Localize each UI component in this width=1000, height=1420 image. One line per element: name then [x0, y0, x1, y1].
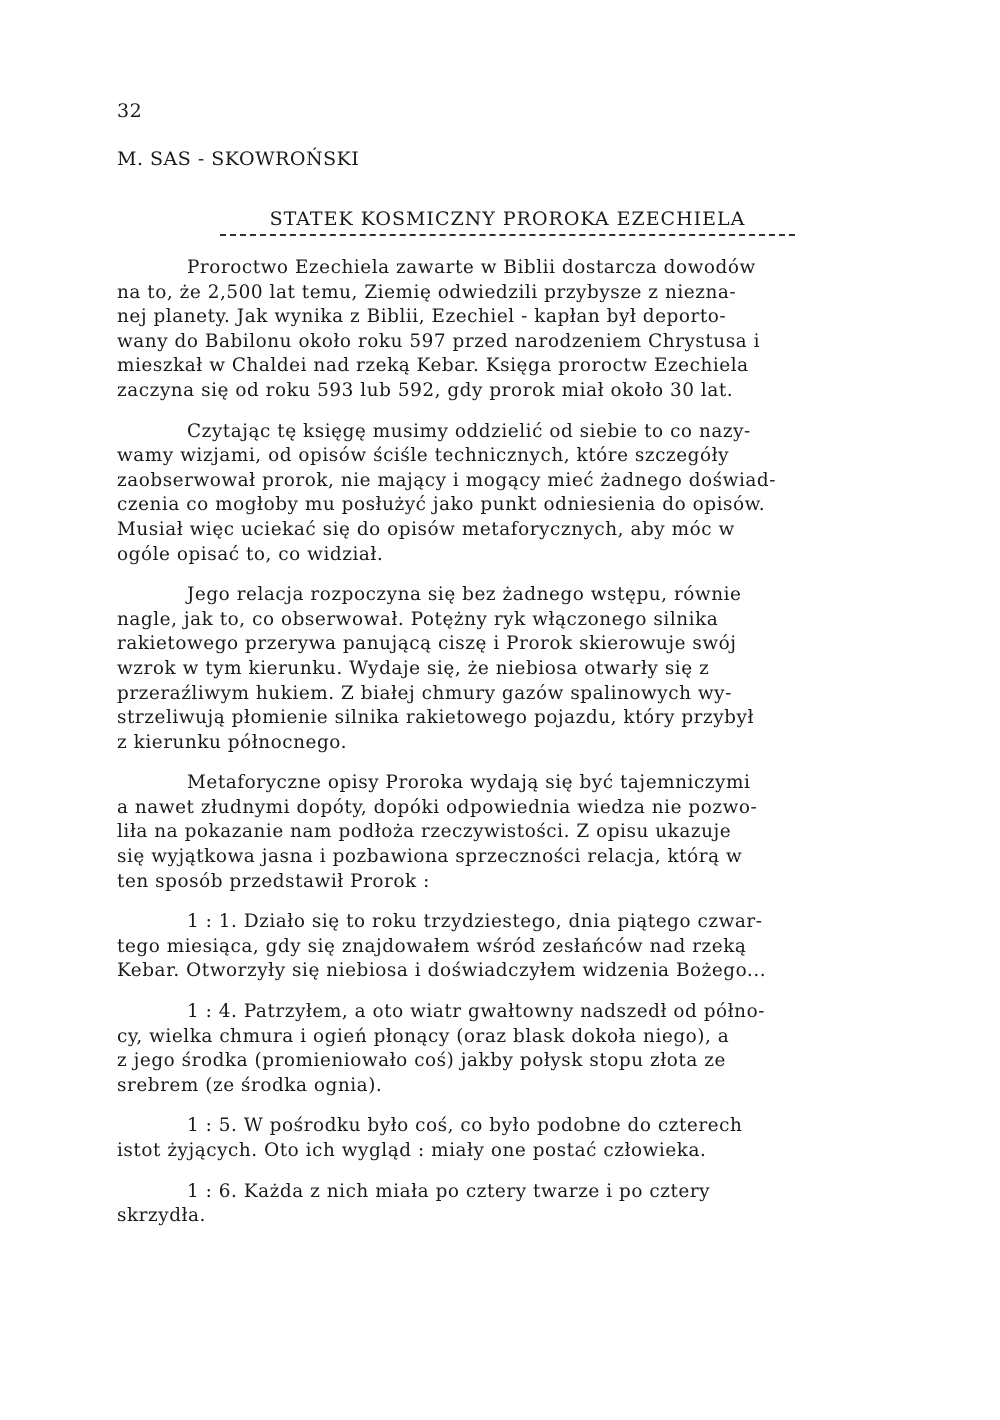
text-line: zaobserwował prorok, nie mający i mogący mieć żadnego doświad- — [117, 469, 776, 491]
quote-paragraph — [117, 1180, 907, 1229]
quote-paragraph — [117, 1114, 907, 1163]
text-line: z kierunku północnego. — [117, 731, 347, 753]
text-line: ogóle opisać to, co widział. — [117, 543, 384, 565]
text-line: nagle, jak to, co obserwował. Potężny ryk włączonego silnika — [117, 608, 719, 630]
text-line: srebrem (ze środka ognia). — [117, 1074, 383, 1096]
text-line: wzrok w tym kierunku. Wydaje się, że niebiosa otwarły się z — [117, 657, 710, 679]
text-line: Proroctwo Ezechiela zawarte w Biblii dostarcza dowodów — [187, 257, 756, 278]
paragraph — [117, 583, 907, 755]
text-line: przeraźliwym hukiem. Z białej chmury gazów spalinowych wy- — [117, 682, 732, 704]
text-line: ten sposób przedstawił Prorok : — [117, 870, 430, 892]
paragraph — [117, 420, 907, 568]
text-line: mieszkał w Chaldei nad rzeką Kebar. Księga proroctw Ezechiela — [117, 355, 749, 377]
paragraph — [117, 771, 907, 894]
text-line: 1 : 6. Każda z nich miała po cztery twarze i po cztery — [187, 1180, 711, 1202]
text-line: 1 : 1. Działo się to roku trzydziestego, dnia piątego czwar- — [187, 911, 763, 933]
text-line: strzeliwują płomienie silnika rakietowego pojazdu, który przybył — [117, 707, 754, 729]
text-line: wany do Babilonu około roku 597 przed narodzeniem Chrystusa i — [117, 330, 761, 352]
quote-paragraph — [117, 910, 907, 984]
text-line: wamy wizjami, od opisów ściśle technicznych, które szczegóły — [117, 445, 730, 467]
text-line: Musiał więc uciekać się do opisów metaforycznych, aby móc w — [117, 518, 735, 540]
page-number: 32 — [117, 100, 143, 122]
text-line: rakietowego przerywa panującą ciszę i Prorok skierowuje swój — [117, 633, 737, 655]
paragraph — [117, 256, 907, 404]
text-line: liła na pokazanie nam podłoża rzeczywistości. Z opisu ukazuje — [117, 821, 732, 843]
text-line: cy, wielka chmura i ogień płonący (oraz blask dokoła niego), a — [117, 1025, 730, 1047]
text-line: zaczyna się od roku 593 lub 592, gdy prorok miał około 30 lat. — [117, 379, 734, 401]
quote-paragraph — [117, 1000, 907, 1098]
text-line: 1 : 4. Patrzyłem, a oto wiatr gwałtowny nadszedł od półno- — [187, 1001, 765, 1023]
author-name: M. SAS - SKOWROŃSKI — [117, 148, 360, 170]
article-title: STATEK KOSMICZNY PROROKA EZECHIELA — [220, 208, 795, 236]
text-line: na to, że 2,500 lat temu, Ziemię odwiedzili przybysze z niezna- — [117, 281, 737, 303]
text-line: Czytając tę księgę musimy oddzielić od siebie to co nazy- — [187, 420, 751, 442]
text-line: istot żyjących. Oto ich wygląd : miały one postać człowieka. — [117, 1140, 707, 1161]
text-line: tego miesiąca, gdy się znajdowałem wśród zesłańców nad rzeką — [117, 935, 747, 957]
text-line: a nawet złudnymi dopóty, dopóki odpowiednia wiedza nie pozwo- — [117, 796, 758, 818]
text-line: skrzydła. — [117, 1205, 206, 1227]
text-line: Kebar. Otworzyły się niebiosa i doświadczyłem widzenia Bożego... — [117, 960, 767, 982]
article-body — [117, 256, 907, 1229]
text-line: Jego relacja rozpoczyna się bez żadnego wstępu, równie — [187, 584, 742, 606]
text-line: z jego środka (promieniowało coś) jakby połysk stopu złota ze — [117, 1050, 726, 1072]
text-line: się wyjątkowa jasna i pozbawiona sprzeczności relacja, którą w — [117, 846, 743, 868]
text-line: 1 : 5. W pośrodku było coś, co było podobne do czterech — [187, 1115, 743, 1137]
text-line: Metaforyczne opisy Proroka wydają się być tajemniczymi — [187, 772, 751, 794]
text-line: czenia co mogłoby mu posłużyć jako punkt odniesienia do opisów. — [117, 494, 766, 516]
text-line: nej planety. Jak wynika z Biblii, Ezechiel - kapłan był deporto- — [117, 306, 727, 328]
